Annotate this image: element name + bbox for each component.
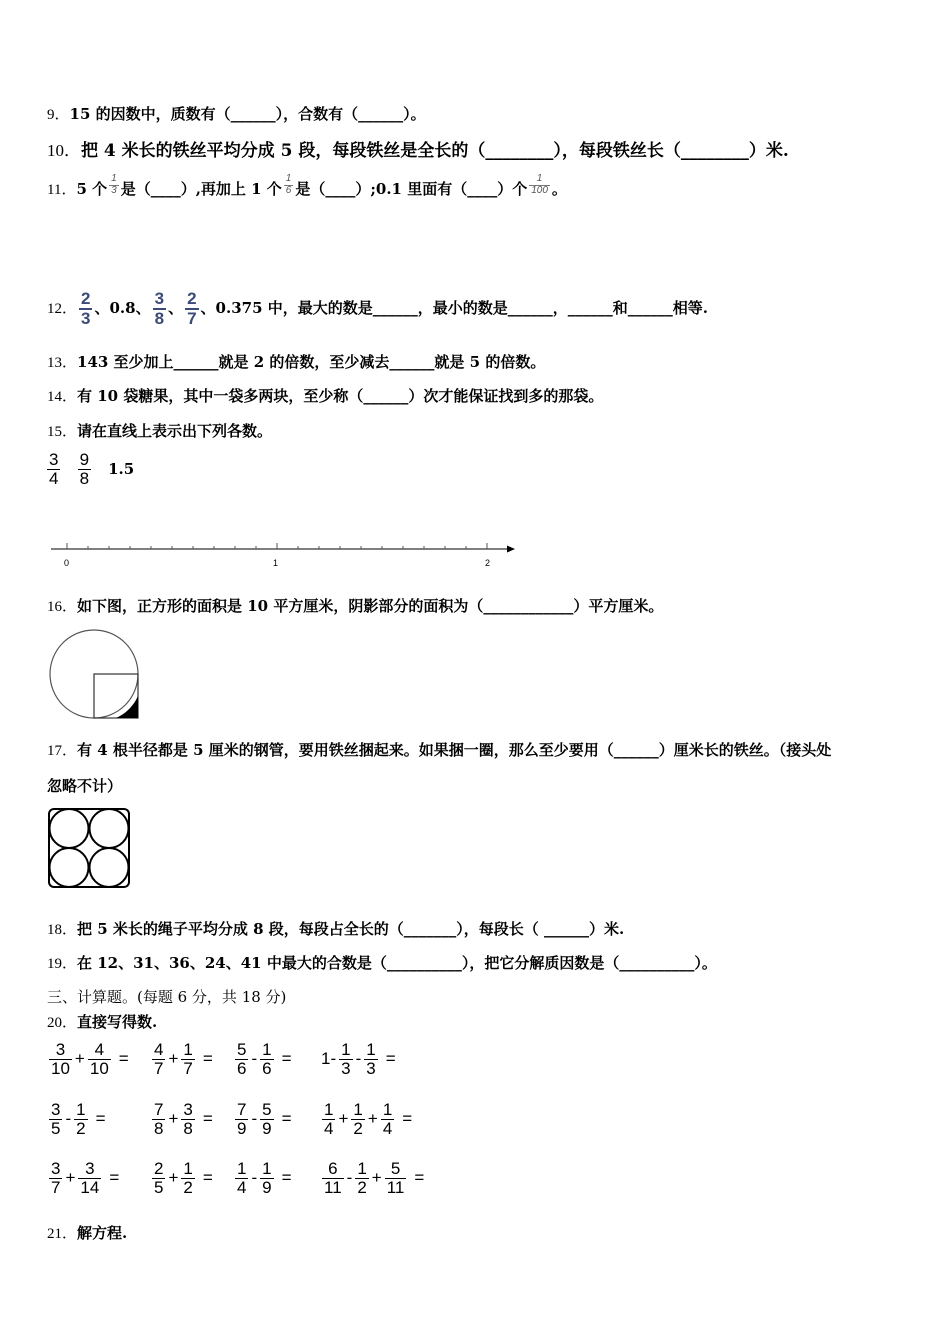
question-16 (47, 595, 663, 616)
question-text: 143 至少加上______就是 2 的倍数，至少减去______就是 5 的倍数。 (77, 353, 546, 371)
question-number: 9． (47, 107, 70, 123)
fraction: $\frac{1}{4}$ (237, 1159, 247, 1197)
equals-sign: = (202, 1168, 213, 1188)
equals-sign: = (385, 1049, 396, 1069)
question-number: 21． (47, 1226, 78, 1242)
fraction: $\frac{1}{2}$ (183, 1159, 193, 1197)
shaded-region (116, 696, 138, 718)
fraction: $\frac{6}{11}$ (324, 1159, 342, 1197)
operator: + (74, 1049, 85, 1069)
fraction: $\frac{1}{6}$ (285, 173, 292, 196)
equation-3 (233, 1041, 293, 1078)
pipe-circle (90, 848, 129, 887)
section-heading (47, 986, 286, 1007)
question-number: 10． (47, 141, 81, 160)
question-number: 14． (47, 389, 78, 405)
fraction: $\frac{1}{2}$ (76, 1100, 86, 1138)
question-number: 13． (47, 355, 78, 371)
numbers-to-plot (45, 451, 134, 488)
question-15 (47, 420, 272, 441)
question-18 (47, 918, 624, 939)
question-text: 直接写得数. (77, 1013, 158, 1031)
fraction: $\frac{1}{4}$ (382, 1100, 393, 1138)
number-line (47, 538, 522, 558)
fraction: $\frac{5}{6}$ (237, 1040, 247, 1078)
pipe-circle (50, 848, 89, 887)
question-number: 17． (47, 743, 78, 759)
equals-sign: = (281, 1049, 292, 1069)
equation-8 (320, 1101, 413, 1138)
equation-prefix: 1- (321, 1049, 337, 1069)
fraction: $\frac{2}{3}$ (81, 289, 91, 328)
operator: + (65, 1168, 76, 1188)
tick-label-1: 1 (273, 558, 279, 568)
pipe-circle (90, 809, 129, 848)
question-text: 、 (168, 298, 184, 317)
fraction: $\frac{4}{7}$ (154, 1040, 164, 1078)
question-text: 是（____）,再加上 1 个 (120, 180, 282, 198)
equation-6 (150, 1101, 214, 1138)
operator: + (367, 1109, 378, 1129)
equation-5 (47, 1101, 107, 1138)
operator: - (355, 1049, 362, 1069)
question-10 (47, 136, 789, 161)
question-text: 5 个 (76, 180, 108, 198)
fraction: $\frac{5}{11}$ (386, 1159, 405, 1197)
equals-sign: = (118, 1049, 129, 1069)
fraction: $\frac{3}{10}$ (51, 1040, 70, 1078)
equals-sign: = (414, 1168, 425, 1188)
operator: - (251, 1168, 258, 1188)
fraction: $\frac{1}{3}$ (341, 1040, 351, 1078)
fraction: $\frac{1}{100}$ (531, 173, 548, 196)
equals-sign: = (202, 1049, 213, 1069)
operator: - (65, 1109, 72, 1129)
question-number: 16． (47, 599, 78, 615)
fraction: $\frac{1}{3}$ (366, 1040, 376, 1078)
question-text: 、0.375 中，最大的数是______，最小的数是______，______和______相等. (200, 298, 708, 317)
operator: + (338, 1109, 349, 1129)
fraction: $\frac{3}{8}$ (183, 1100, 193, 1138)
equation-10 (150, 1160, 214, 1197)
fraction: $\frac{7}{8}$ (154, 1100, 164, 1138)
question-number: 11． (47, 182, 77, 198)
fraction: $\frac{5}{9}$ (262, 1100, 272, 1138)
equation-7 (233, 1101, 293, 1138)
fraction: $\frac{1}{4}$ (324, 1100, 334, 1138)
question-number: 20． (47, 1015, 78, 1031)
question-text: 有 4 根半径都是 5 厘米的钢管，要用铁丝捆起来。如果捆一圈，那么至少要用（______）厘米长的铁丝。（接头处 (77, 741, 832, 759)
fraction: $\frac{7}{9}$ (237, 1100, 247, 1138)
equals-sign: = (109, 1168, 120, 1188)
equals-sign: = (202, 1109, 213, 1129)
equals-sign: = (281, 1109, 292, 1129)
question-text: 。 (551, 180, 567, 198)
question-text: 把 4 米长的铁丝平均分成 5 段，每段铁丝是全长的（________），每段铁丝长（________）米. (81, 141, 789, 161)
question-17-continued (47, 775, 122, 796)
equation-1 (47, 1041, 130, 1078)
fraction: $\frac{1}{6}$ (262, 1040, 272, 1078)
fraction: $\frac{2}{5}$ (154, 1159, 164, 1197)
question-17 (47, 739, 831, 760)
question-text: 有 10 袋糖果，其中一袋多两块，至少称（______）次才能保证找到多的那袋。 (77, 387, 604, 405)
operator: - (251, 1049, 258, 1069)
fraction: $\frac{1}{3}$ (111, 173, 117, 196)
equals-sign: = (95, 1109, 106, 1129)
equals-sign: = (402, 1109, 413, 1129)
question-number: 19． (47, 956, 78, 972)
fraction: $\frac{3}{14}$ (80, 1159, 100, 1197)
fraction: $\frac{1}{7}$ (183, 1040, 193, 1078)
operator: + (168, 1168, 179, 1188)
fraction: $\frac{3}{7}$ (51, 1159, 61, 1197)
question-9 (47, 103, 426, 124)
tick-label-0: 0 (64, 558, 70, 568)
question-number: 15． (47, 424, 78, 440)
question-11 (47, 173, 567, 200)
equation-2 (150, 1041, 214, 1078)
fraction: $\frac{1}{2}$ (353, 1100, 363, 1138)
tick-label-2: 2 (485, 558, 491, 568)
question-13 (47, 351, 545, 372)
fraction: $\frac{1}{2}$ (357, 1159, 367, 1197)
number-line-arrow (507, 546, 515, 553)
question-number: 18． (47, 922, 78, 938)
operator: - (346, 1168, 353, 1188)
fraction: $\frac{2}{7}$ (187, 289, 197, 328)
question-text: 忽略不计） (47, 777, 123, 795)
question-text: 如下图，正方形的面积是 10 平方厘米，阴影部分的面积为（____________）平方厘米。 (77, 597, 664, 615)
circle-square-figure (47, 629, 143, 723)
question-text: 解方程. (77, 1224, 128, 1242)
question-text: 请在直线上表示出下列各数。 (77, 422, 273, 440)
question-text: 把 5 米长的绳子平均分成 8 段，每段占全长的（_______），每段长（ ______）米. (77, 920, 625, 938)
binding-wire (49, 809, 129, 887)
question-text: 、0.8、 (94, 298, 151, 317)
equals-sign: = (281, 1168, 292, 1188)
equation-12 (320, 1160, 425, 1197)
fraction: $\frac{4}{10}$ (89, 1040, 109, 1078)
question-text: 15 的因数中，质数有（______），合数有（______）。 (69, 105, 426, 123)
equation-9 (47, 1160, 120, 1197)
operator: + (371, 1168, 382, 1188)
question-text: 是（____）;0.1 里面有（____）个 (295, 180, 528, 198)
question-20 (47, 1011, 157, 1032)
operator: + (168, 1049, 179, 1069)
fraction: $\frac{3}{8}$ (154, 289, 165, 328)
question-number: 12． (47, 300, 78, 317)
operator: - (251, 1109, 258, 1129)
equation-11 (233, 1160, 293, 1197)
question-19 (47, 952, 717, 973)
equation-4 (320, 1041, 397, 1078)
number-line-ticks (67, 543, 487, 549)
section-title: 三、计算题。(每题 6 分，共 18 分) (47, 988, 287, 1006)
fraction: $\frac{3}{5}$ (51, 1100, 61, 1138)
fraction: $\frac{1}{9}$ (262, 1159, 272, 1197)
fraction: $\frac{9}{8}$ (79, 450, 90, 488)
question-21 (47, 1222, 127, 1243)
question-text: 在 12、31、36、24、41 中最大的合数是（__________），把它分解质因数是（__________）。 (77, 954, 717, 972)
question-12 (47, 290, 708, 328)
operator: + (168, 1109, 179, 1129)
question-14 (47, 385, 603, 406)
pipe-circle (50, 809, 89, 848)
fraction: $\frac{3}{4}$ (49, 450, 59, 488)
four-pipes-figure (47, 807, 133, 891)
decimal-value: 1.5 (108, 460, 135, 479)
